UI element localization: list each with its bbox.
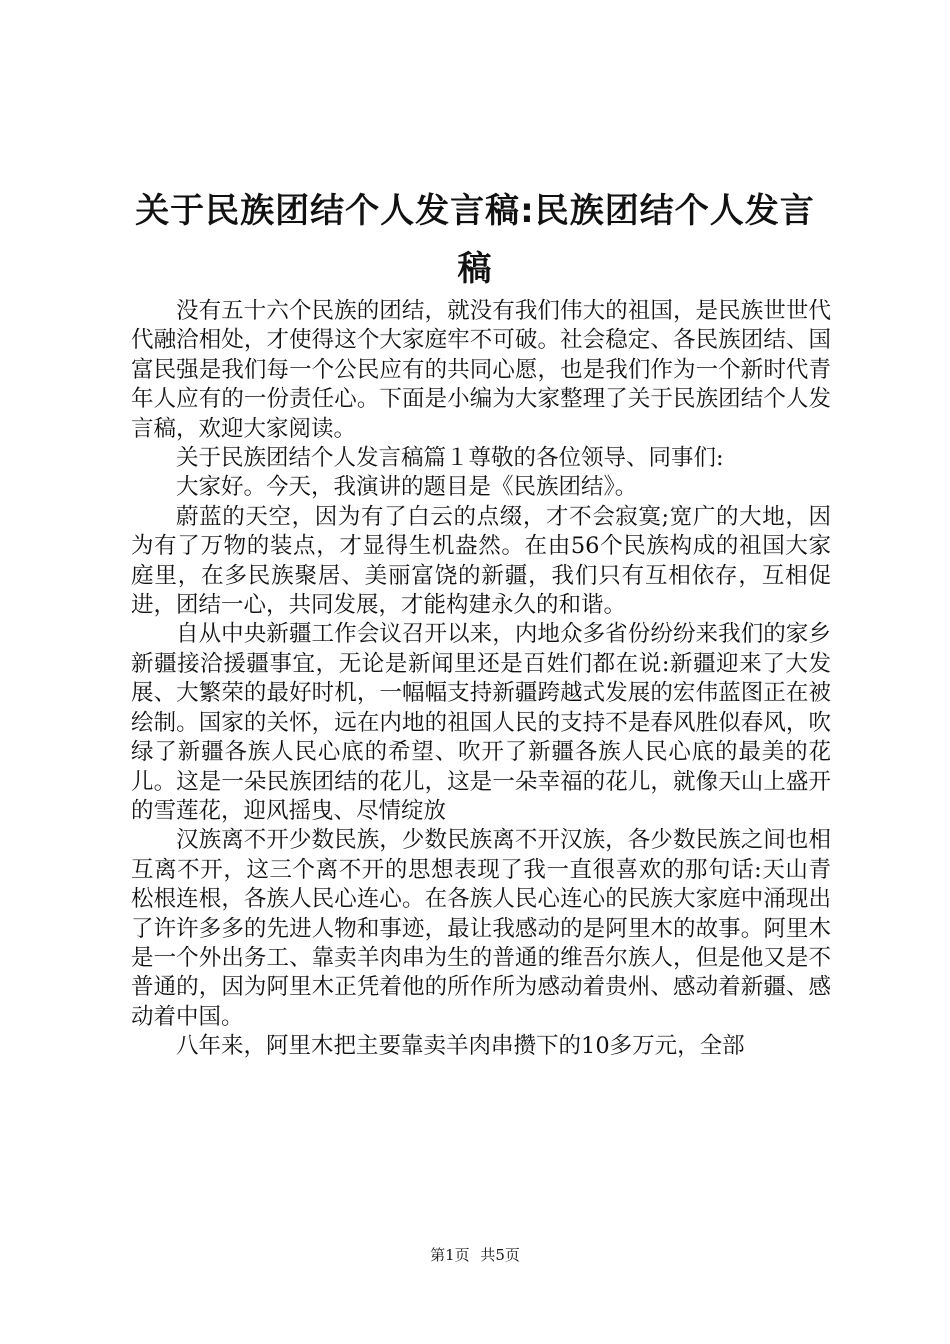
paragraph-alimu: 八年来，阿里木把主要靠卖羊肉串攒下的10多万元，全部 [176, 1033, 745, 1060]
page-number: 第1页 [430, 1246, 470, 1264]
paragraph-xinjiang-work: 自从中央新疆工作会议召开以来，内地众多省份纷纷来我们的家乡新疆接洽援疆事宜，无论是新闻里还是百姓们都在说:新疆迎来了大发展、大繁荣的最好时机，一幅幅支持新疆跨越式发展的宏伟蓝图正在被绘制。国家的关怀，远在内地的祖国人民的支持不是春风胜似春风，吹绿了新疆各族人民心底的希望、吹开了新疆各族人民心底的最美的花儿。这是一朵民族团结的花儿，这是一朵幸福的花儿，就像天山上盛开的雪莲花，迎风摇曳、尽情绽放 [131, 621, 831, 824]
paragraph-heading: 关于民族团结个人发言稿篇１尊敬的各位领导、同事们: [176, 445, 724, 472]
paragraph-sky: 蔚蓝的天空，因为有了白云的点缀，才不会寂寞;宽广的大地，因为有了万物的装点，才显得生机盎然。在由56个民族构成的祖国大家庭里，在多民族聚居、美丽富饶的新疆，我们只有互相依存，互相促进，团结一心，共同发展，才能构建永久的和谐。 [131, 503, 831, 619]
document-title: 关于民族团结个人发言稿:民族团结个人发言稿 [135, 191, 815, 289]
paragraph-greeting: 大家好。今天，我演讲的题目是《民族团结》。 [176, 474, 638, 501]
paragraph-unity: 汉族离不开少数民族，少数民族离不开汉族，各少数民族之间也相互离不开，这三个离不开的思想表现了我一直很喜欢的那句话:天山青松根连根，各族人民心连心。在各族人民心连心的民族大家庭中涌现出了许许多多的先进人物和事迹，最让我感动的是阿里木的故事。阿里木是一个外出务工、靠卖羊肉串为生的普通的维吾尔族人，但是他又是不普通的，因为阿里木正凭着他的所作所为感动着贵州、感动着新疆、感动着中国。 [131, 827, 831, 1030]
document-body [131, 297, 831, 1062]
page-total: 共5页 [480, 1246, 520, 1264]
paragraph-intro: 没有五十六个民族的团结，就没有我们伟大的祖国，是民族世世代代融洽相处，才使得这个大家庭牢不可破。社会稳定、各民族团结、国富民强是我们每一个公民应有的共同心愿，也是我们作为一个新时代青年人应有的一份责任心。下面是小编为大家整理了关于民族团结个人发言稿，欢迎大家阅读。 [131, 298, 831, 442]
page-footer [0, 1245, 950, 1265]
